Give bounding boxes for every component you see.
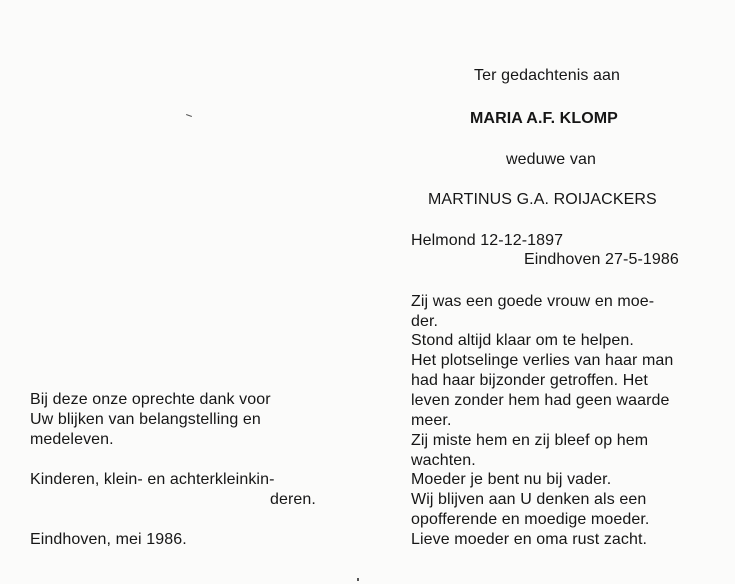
memorial-heading: Ter gedachtenis aan: [474, 67, 621, 84]
poem-line: Lieve moeder en oma rust zacht.: [411, 531, 648, 548]
poem-line: meer.: [411, 412, 452, 429]
poem-line: Zij miste hem en zij bleef op hem: [411, 432, 649, 449]
poem-line: leven zonder hem had geen waarde: [411, 392, 670, 409]
poem-line: der.: [411, 313, 439, 330]
scan-speck: [357, 578, 359, 581]
poem-line: Moeder je bent nu bij vader.: [411, 471, 612, 488]
thanks-line: Bij deze onze oprechte dank voor: [30, 391, 271, 408]
poem-line: Stond altijd klaar om te helpen.: [411, 332, 634, 349]
place-date: Eindhoven, mei 1986.: [30, 531, 187, 548]
birth-line: Helmond 12-12-1897: [411, 232, 564, 249]
deceased-name: MARIA A.F. KLOMP: [470, 110, 618, 127]
poem-line: had haar bijzonder getroffen. Het: [411, 372, 648, 389]
scan-speck: [186, 114, 192, 117]
poem-line: Wij blijven aan U denken als een: [411, 491, 647, 508]
poem-line: Zij was een goede vrouw en moe-: [411, 293, 655, 310]
death-line: Eindhoven 27-5-1986: [524, 251, 679, 268]
thanks-line: medeleven.: [30, 431, 114, 448]
poem-line: wachten.: [411, 452, 476, 469]
family-line: deren.: [270, 491, 316, 508]
family-line: Kinderen, klein- en achterkleinkin-: [30, 471, 275, 488]
thanks-line: Uw blijken van belangstelling en: [30, 411, 261, 428]
poem-line: Het plotselinge verlies van haar man: [411, 352, 674, 369]
poem-line: opofferende en moedige moeder.: [411, 511, 650, 528]
spouse-name: MARTINUS G.A. ROIJACKERS: [428, 191, 657, 208]
widow-of-label: weduwe van: [506, 151, 596, 168]
